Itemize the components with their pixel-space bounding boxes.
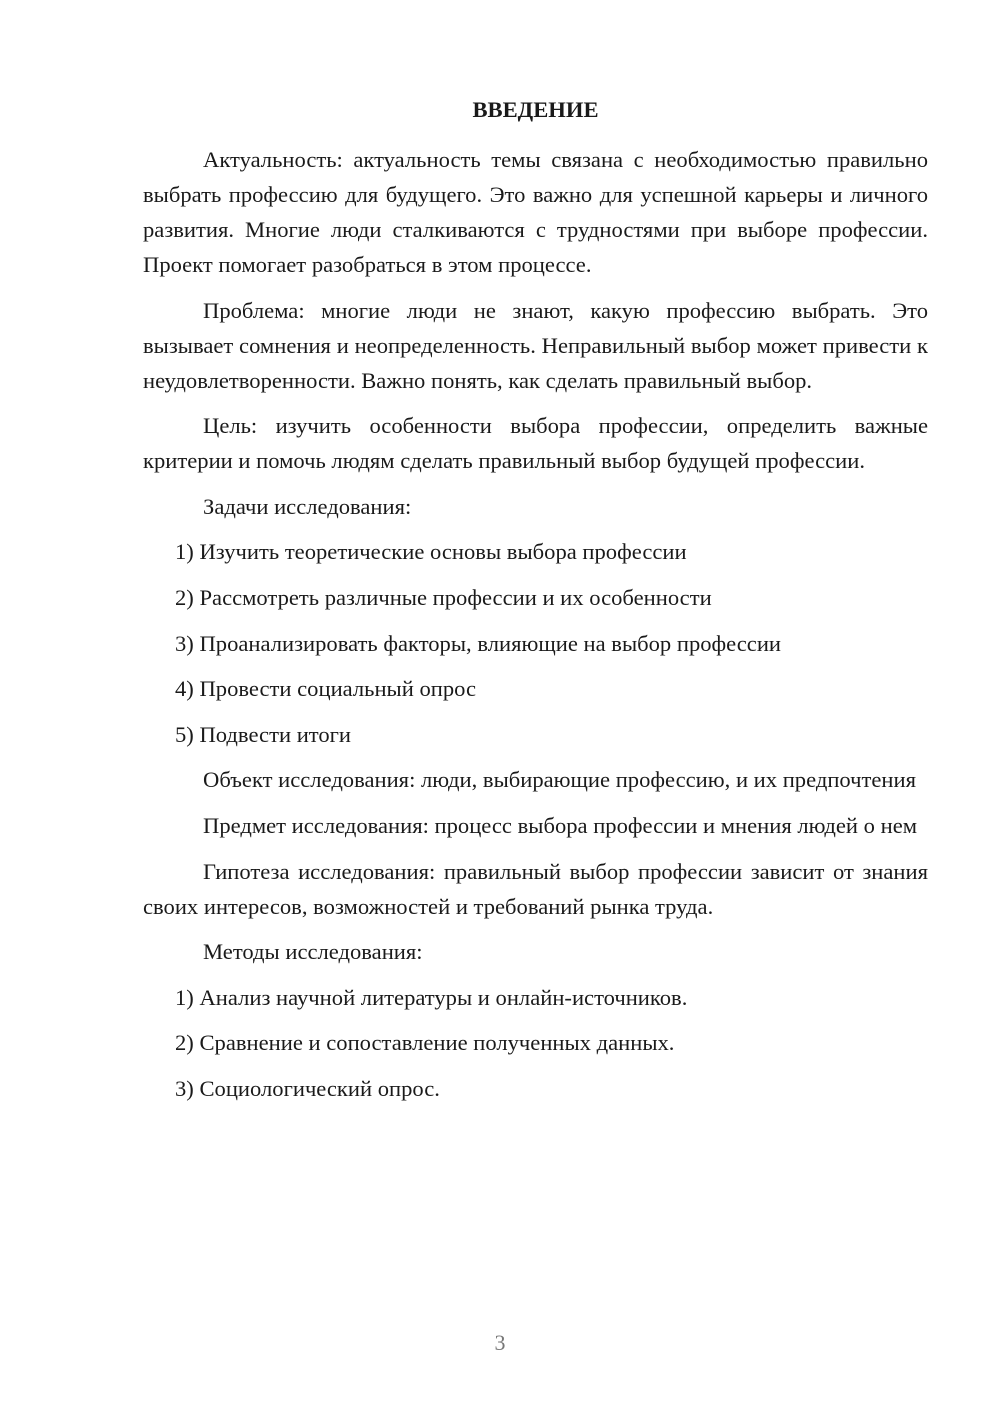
task-item: 5) Подвести итоги <box>175 721 352 747</box>
task-item: 3) Проанализировать факторы, влияющие на выбор профессии <box>175 630 782 656</box>
method-item: 3) Социологический опрос. <box>175 1075 440 1101</box>
relevance-paragraph: Актуальность: актуальность темы связана с необходимостью правильно выбрать профессию для будущего. Это важно для успешной карьеры и личного развития. Многие люди сталкиваются с трудностями при выборе профессии. Проект помогает разобраться в этом процессе. <box>143 147 928 277</box>
task-item: 1) Изучить теоретические основы выбора профессии <box>175 539 687 565</box>
problem-paragraph: Проблема: многие люди не знают, какую профессию выбрать. Это вызывает сомнения и неопределенность. Неправильный выбор может привести к неудовлетворенности. Важно понять, как сделать правильный выбор. <box>143 297 928 393</box>
page-title: ВВЕДЕНИЕ <box>472 97 599 122</box>
hypothesis-paragraph: Гипотеза исследования: правильный выбор профессии зависит от знания своих интересов, возможностей и требований рынка труда. <box>143 858 928 919</box>
method-item: 2) Сравнение и сопоставление полученных данных. <box>175 1030 675 1056</box>
page-number: 3 <box>494 1330 506 1355</box>
tasks-list <box>143 534 928 751</box>
methods-list <box>143 980 928 1106</box>
goal-paragraph: Цель: изучить особенности выбора профессии, определить важные критерии и помочь людям сделать правильный выбор будущей профессии. <box>143 413 928 474</box>
task-item: 2) Рассмотреть различные профессии и их особенности <box>175 584 712 610</box>
methods-heading: Методы исследования: <box>203 939 423 965</box>
method-item: 1) Анализ научной литературы и онлайн-источников. <box>175 984 688 1010</box>
task-item: 4) Провести социальный опрос <box>175 676 477 702</box>
document-body <box>143 142 928 1117</box>
tasks-heading: Задачи исследования: <box>203 493 412 519</box>
subject-paragraph: Предмет исследования: процесс выбора профессии и мнения людей о нем <box>203 812 918 838</box>
object-paragraph: Объект исследования: люди, выбирающие профессию, и их предпочтения <box>203 767 916 793</box>
